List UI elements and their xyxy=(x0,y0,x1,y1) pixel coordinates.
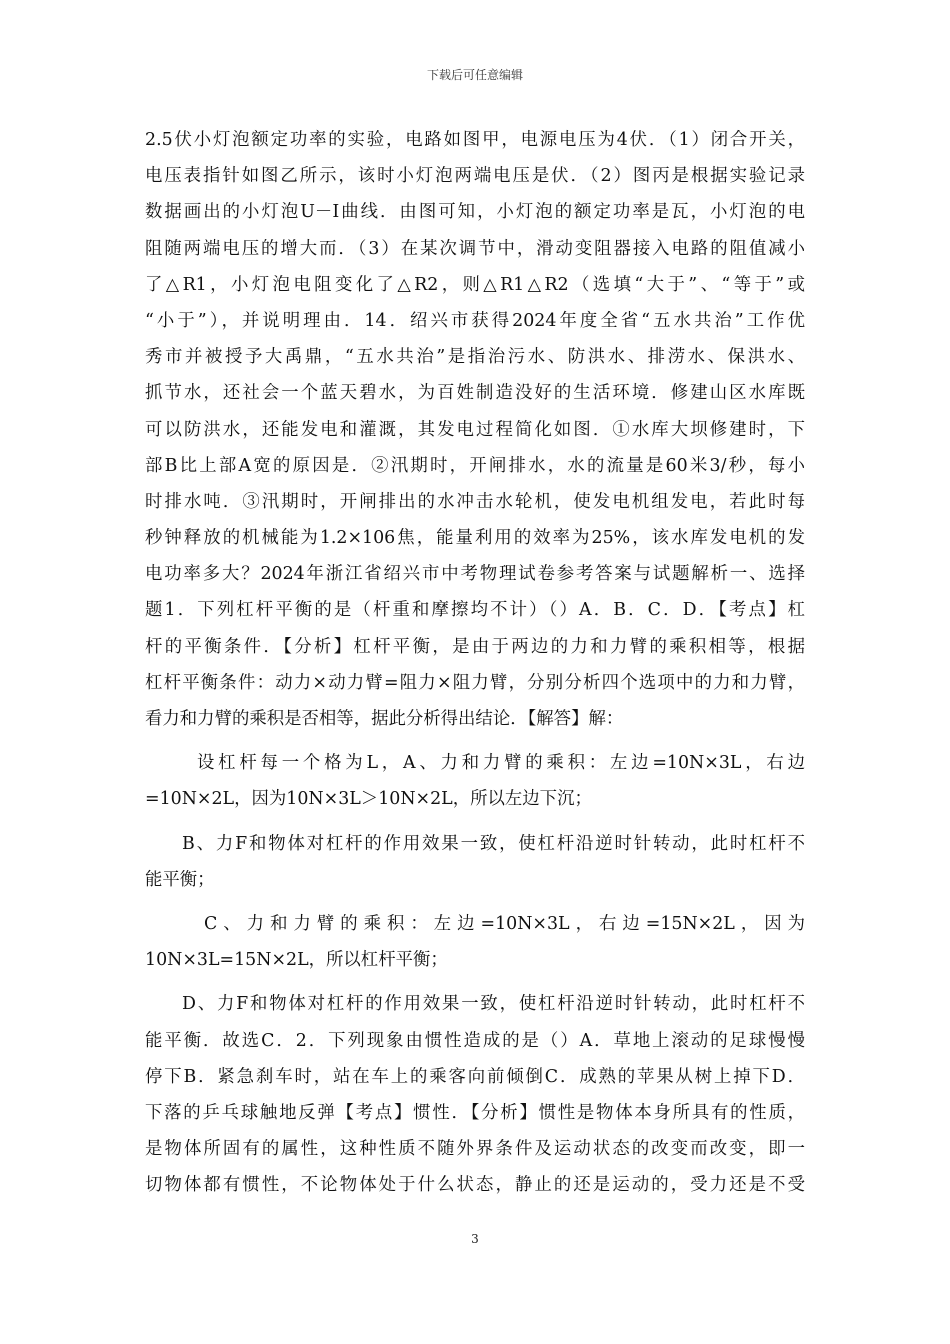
paragraph-option-b xyxy=(145,826,805,898)
text-line: 能平衡； xyxy=(145,869,215,890)
page-header: 下载后可任意编辑 xyxy=(426,68,523,82)
text-line: 部B比上部A宽的原因是．②汛期时，开闸排水，水的流量是60米3/秒，每小 xyxy=(145,455,805,476)
text-line: 了△R1，小灯泡电阻变化了△R2，则△R1△R2（选填“大于”、“等于”或 xyxy=(145,274,805,295)
text-line: 可以防洪水，还能发电和灌溉，其发电过程简化如图．①水库大坝修建时，下 xyxy=(145,419,805,440)
text-line: 秒钟释放的机械能为1.2×106焦，能量利用的效率为25%，该水库发电机的发 xyxy=(145,528,805,549)
text-line: 电压表指针如图乙所示，该时小灯泡两端电压是伏．（2）图丙是根据实验记录 xyxy=(145,166,805,187)
text-line: 抓节水，还社会一个蓝天碧水，为百姓制造没好的生活环境．修建山区水库既 xyxy=(145,383,805,404)
text-line: 10N×3L=15N×2L，所以杠杆平衡； xyxy=(145,950,448,971)
paragraph-option-a xyxy=(145,745,805,817)
text-line: 停下B．紧急刹车时，站在车上的乘客向前倾倒C．成熟的苹果从树上掉下D． xyxy=(145,1066,805,1087)
text-line: 杆的平衡条件．【分析】杠杆平衡，是由于两边的力和力臂的乘积相等，根据 xyxy=(145,636,805,657)
paragraph-option-d xyxy=(145,986,805,1203)
paragraph-question xyxy=(145,122,805,737)
text-line: 杠杆平衡条件：动力×动力臂=阻力×阻力臂，分别分析四个选项中的力和力臂， xyxy=(145,672,805,693)
text-line: 阻随两端电压的增大而．（3）在某次调节中，滑动变阻器接入电路的阻值减小 xyxy=(145,238,805,259)
paragraph-option-c xyxy=(145,906,805,978)
text-line: 能平衡．故选C．2．下列现象由惯性造成的是（）A．草地上滚动的足球慢慢 xyxy=(145,1030,805,1051)
text-line: 下落的乒乓球触地反弹【考点】惯性．【分析】惯性是物体本身所具有的性质， xyxy=(145,1102,805,1123)
text-line: 数据画出的小灯泡U－I曲线．由图可知，小灯泡的额定功率是瓦，小灯泡的电 xyxy=(145,202,805,223)
text-line: 看力和力臂的乘积是否相等，据此分析得出结论．【解答】解： xyxy=(145,709,624,729)
text-line: 切物体都有惯性，不论物体处于什么状态，静止的还是运动的，受力还是不受 xyxy=(145,1175,805,1196)
page-number: 3 xyxy=(471,1232,479,1246)
text-line: 电功率多大？2024年浙江省绍兴市中考物理试卷参考答案与试题解析一、选择 xyxy=(145,564,805,585)
text-line: D、力F和物体对杠杆的作用效果一致，使杠杆沿逆时针转动，此时杠杆不 xyxy=(182,994,805,1015)
text-line: 题1．下列杠杆平衡的是（杆重和摩擦均不计）（）A．B．C．D．【考点】杠 xyxy=(145,600,805,621)
text-line: 是物体所固有的属性，这种性质不随外界条件及运动状态的改变而改变，即一 xyxy=(145,1139,805,1160)
text-line: “小于”），并说明理由．14．绍兴市获得2024年度全省“五水共治”工作优 xyxy=(145,310,805,331)
text-line: 时排水吨．③汛期时，开闸排出的水冲击水轮机，使发电机组发电，若此时每 xyxy=(145,491,805,512)
text-line: 设杠杆每一个格为L，A、力和力臂的乘积：左边=10N×3L，右边 xyxy=(197,753,805,774)
document-body xyxy=(145,122,805,1203)
text-line: 秀市并被授予大禹鼎，“五水共治”是指治污水、防洪水、排涝水、保洪水、 xyxy=(145,347,805,368)
text-line: 2.5伏小灯泡额定功率的实验，电路如图甲，电源电压为4伏．（1）闭合开关， xyxy=(145,130,805,150)
text-line: B、力F和物体对杠杆的作用效果一致，使杠杆沿逆时针转动，此时杠杆不 xyxy=(182,833,805,854)
text-line: =10N×2L，因为10N×3L＞10N×2L，所以左边下沉； xyxy=(145,789,592,810)
text-line: C、力和力臂的乘积：左边=10N×3L，右边=15N×2L，因为 xyxy=(204,913,805,934)
